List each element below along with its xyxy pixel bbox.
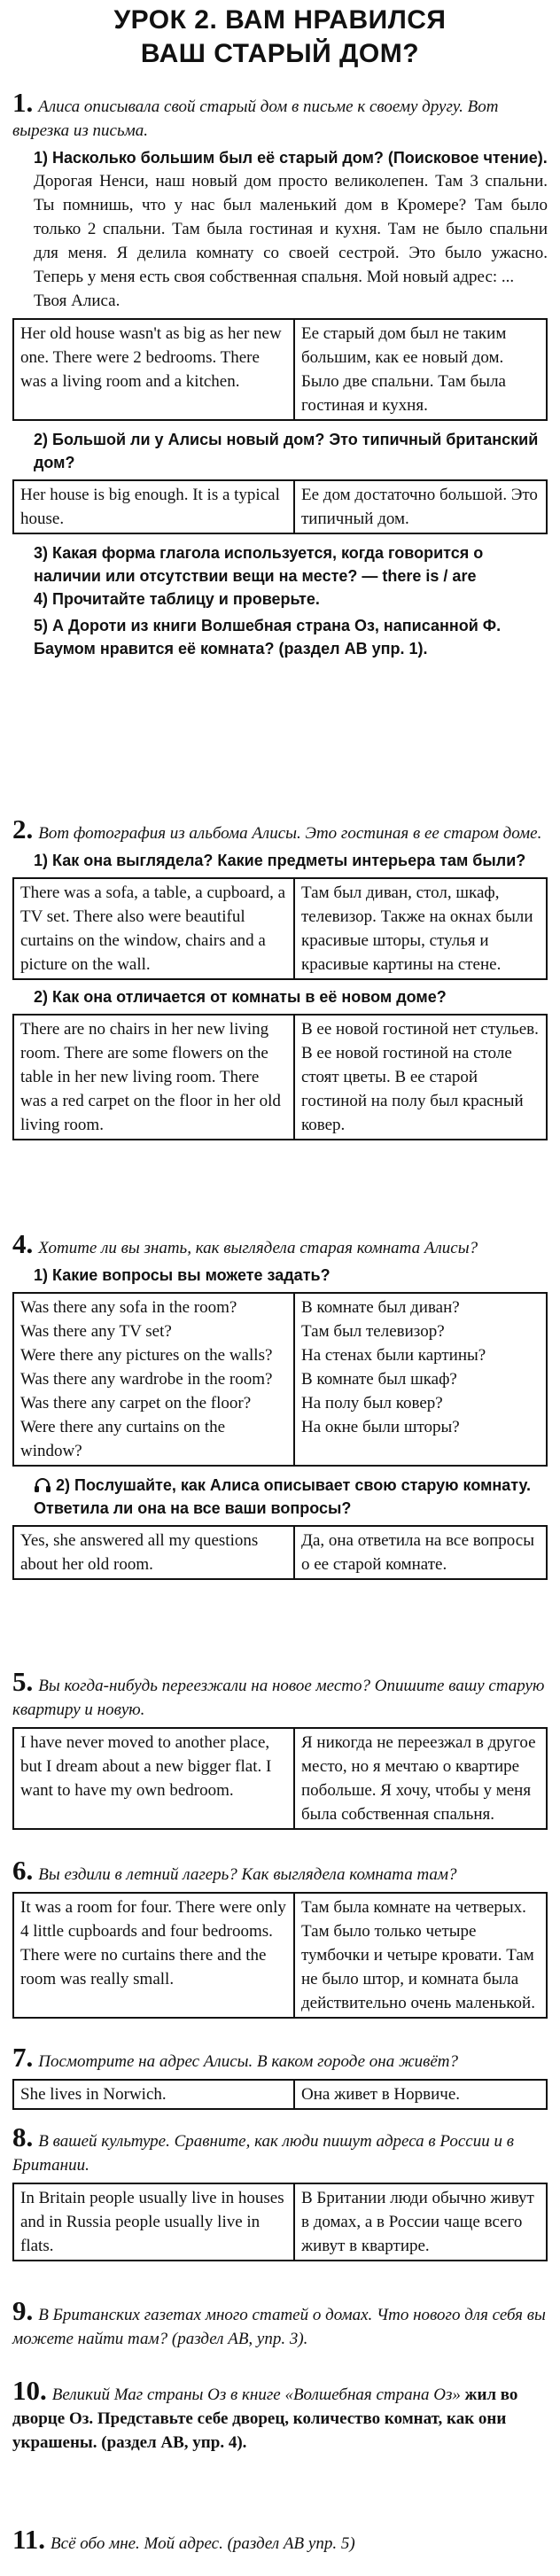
task-7-instruction: 7. Посмотрите на адрес Алисы. В каком городе она живёт? bbox=[12, 2042, 459, 2073]
question-line: Там был телевизор? bbox=[301, 1322, 445, 1341]
task-number: 2. bbox=[12, 813, 34, 844]
question-line: Were there any curtains on the window? bbox=[20, 1418, 226, 1460]
answer-english: I have never moved to another place, but I dream about a new bigger flat. I want to have my own bedroom. bbox=[13, 1728, 294, 1829]
question-line: Was there any TV set? bbox=[20, 1322, 172, 1341]
answer-russian: Да, она ответила на все вопросы о ее старой комнате. bbox=[294, 1526, 547, 1579]
task-number: 7. bbox=[12, 2042, 34, 2073]
task-1-instruction: 1. Алиса описывала свой старый дом в письме к своему другу. Вот вырезка из письма. bbox=[12, 87, 499, 140]
answer-table bbox=[12, 1727, 548, 1830]
answer-russian: Там был диван, стол, шкаф, телевизор. Также на окнах были красивые шторы, стулья и красивые картины на стене. bbox=[294, 878, 547, 979]
task-1-question-4: 4) Прочитайте таблицу и проверьте. bbox=[34, 590, 320, 608]
task-9 bbox=[12, 2297, 548, 2351]
task-2-question-2: 2) Как она отличается от комнаты в её новом доме? bbox=[34, 988, 447, 1006]
task-8 bbox=[12, 2123, 548, 2261]
answer-english: In Britain people usually live in houses and in Russia people usually live in flats. bbox=[13, 2183, 294, 2261]
questions-table bbox=[12, 1292, 548, 1467]
task-number: 6. bbox=[12, 1855, 34, 1886]
task-number: 10. bbox=[12, 2375, 47, 2406]
answer-table bbox=[12, 877, 548, 980]
answer-russian: Она живет в Норвиче. bbox=[294, 2080, 547, 2109]
task-5-instruction: 5. Вы когда-нибудь переезжали на новое место? Опишите вашу старую квартиру и новую. bbox=[12, 1666, 545, 1719]
task-10-text: 10. Великий Маг страны Оз в книге «Волшебная страна Оз» жил во дворце Оз. Представьте себе дворец, количество комнат, как они украшены. (раздел АВ, упр. 4). bbox=[12, 2375, 518, 2452]
task-9-instruction: 9. В Британских газетах много статей о домах. Что нового для себя вы можете найти там? (раздел АВ, упр. 3). bbox=[12, 2295, 546, 2348]
answer-english: Yes, she answered all my questions about her old room. bbox=[13, 1526, 294, 1579]
answer-english: There was a sofa, a table, a cupboard, a TV set. There also were beautiful curtains on the window, chairs and a picture on the wall. bbox=[13, 878, 294, 979]
task-number: 8. bbox=[12, 2121, 34, 2152]
task-2-question-1: 1) Как она выглядела? Какие предметы интерьера там были? bbox=[34, 852, 526, 869]
task-5 bbox=[12, 1668, 548, 1830]
task-11 bbox=[12, 2525, 548, 2556]
question-line: Were there any pictures on the walls? bbox=[20, 1346, 273, 1365]
task-number: 1. bbox=[12, 87, 34, 118]
task-number: 11. bbox=[12, 2524, 46, 2555]
answer-table bbox=[12, 318, 548, 421]
question-line: На окне были шторы? bbox=[301, 1418, 460, 1436]
answer-table bbox=[12, 479, 548, 534]
task-10 bbox=[12, 2377, 548, 2455]
question-line: На стенах были картины? bbox=[301, 1346, 486, 1365]
task-4-question-2: 2) Послушайте, как Алиса описывает свою старую комнату. Ответила ли она на все ваши вопросы? bbox=[34, 1476, 531, 1517]
question-line: Was there any wardrobe in the room? bbox=[20, 1370, 273, 1389]
task-4-instruction: 4. Хотите ли вы знать, как выглядела старая комната Алисы? bbox=[12, 1228, 478, 1259]
answer-russian: Я никогда не переезжал в другое место, но я мечтаю о квартире побольше. Я хочу, чтобы у меня была собственная спальня. bbox=[294, 1728, 547, 1829]
task-4-question-1: 1) Какие вопросы вы можете задать? bbox=[34, 1266, 331, 1284]
answer-russian: В Британии люди обычно живут в домах, а в России чаще всего живут в квартире. bbox=[294, 2183, 547, 2261]
letter-text: Дорогая Ненси, наш новый дом просто великолепен. Там 3 спальни. Ты помнишь, что у нас был маленький дом в Кромере? Там было только 2 спальни. Там была гостиная и кухня. Там не было спальни для меня. Я делила комнату со своей сестрой. Это было ужасно. Теперь у меня есть своя собственная спальня. Мой новый адрес: ... bbox=[34, 172, 548, 286]
answer-english: There are no chairs in her new living room. There are some flowers on the table in her new living room. There was a red carpet on the floor in her old living room. bbox=[13, 1015, 294, 1140]
answer-table bbox=[12, 2183, 548, 2261]
question-line: В комнате был диван? bbox=[301, 1298, 460, 1317]
task-1-question-1: 1) Насколько большим был её старый дом? (Поисковое чтение). bbox=[34, 149, 548, 167]
answer-russian: Ее старый дом был не таким большим, как ее новый дом. Было две спальни. Там была гостиная и кухня. bbox=[294, 319, 547, 420]
answer-russian: Ее дом достаточно большой. Это типичный дом. bbox=[294, 480, 547, 533]
task-number: 5. bbox=[12, 1666, 34, 1697]
answer-english: She lives in Norwich. bbox=[13, 2080, 294, 2109]
task-6-instruction: 6. Вы ездили в летний лагерь? Как выглядела комната там? bbox=[12, 1855, 457, 1886]
answer-english: Her house is big enough. It is a typical house. bbox=[13, 480, 294, 533]
task-1 bbox=[12, 89, 548, 660]
task-2-instruction: 2. Вот фотография из альбома Алисы. Это гостиная в ее старом доме. bbox=[12, 813, 542, 844]
letter-signature: Твоя Алиса. bbox=[34, 292, 121, 310]
task-1-question-2: 2) Большой ли у Алисы новый дом? Это типичный британский дом? bbox=[34, 431, 539, 471]
question-line: Was there any carpet on the floor? bbox=[20, 1394, 252, 1413]
questions-english bbox=[13, 1293, 294, 1466]
headphones-icon bbox=[34, 1477, 51, 1493]
task-1-question-5: 5) А Дороти из книги Волшебная страна Оз, написанной Ф. Баумом нравится её комната? (раздел АВ упр. 1). bbox=[34, 617, 502, 658]
answer-russian: Там была комнате на четверых. Там было только четыре тумбочки и четыре кровати. Там не было штор, и комната была действительно очень маленькой. bbox=[294, 1893, 547, 2018]
answer-table bbox=[12, 2079, 548, 2110]
question-line: На полу был ковер? bbox=[301, 1394, 443, 1413]
task-11-instruction: 11. Всё обо мне. Мой адрес. (раздел АВ упр. 5) bbox=[12, 2524, 355, 2555]
answer-english: Her old house wasn't as big as her new one. There were 2 bedrooms. There was a living room and a kitchen. bbox=[13, 319, 294, 420]
answer-table bbox=[12, 1525, 548, 1580]
answer-russian: В ее новой гостиной нет стульев. В ее новой гостиной на столе стоят цветы. В ее старой гостиной на полу был красный ковер. bbox=[294, 1015, 547, 1140]
task-number: 9. bbox=[12, 2295, 34, 2326]
questions-russian bbox=[294, 1293, 547, 1466]
answer-english: It was a room for four. There were only 4 little cupboards and four bedrooms. There were no curtains there and the room was really small. bbox=[13, 1893, 294, 2018]
question-line: В комнате был шкаф? bbox=[301, 1370, 457, 1389]
task-number: 4. bbox=[12, 1228, 34, 1259]
question-line: Was there any sofa in the room? bbox=[20, 1298, 237, 1317]
task-8-instruction: 8. В вашей культуре. Сравните, как люди пишут адреса в России и в Британии. bbox=[12, 2121, 514, 2175]
lesson-title: УРОК 2. ВАМ НРАВИЛСЯ ВАШ СТАРЫЙ ДОМ? bbox=[113, 5, 447, 68]
task-1-question-3: 3) Какая форма глагола используется, когда говорится о наличии или отсутствии вещи на месте? — there is / are bbox=[34, 544, 484, 585]
task-4 bbox=[12, 1230, 548, 1580]
task-6 bbox=[12, 1856, 548, 2019]
answer-table bbox=[12, 1014, 548, 1140]
answer-table bbox=[12, 1892, 548, 2019]
task-2 bbox=[12, 815, 548, 1140]
task-7 bbox=[12, 2043, 548, 2110]
